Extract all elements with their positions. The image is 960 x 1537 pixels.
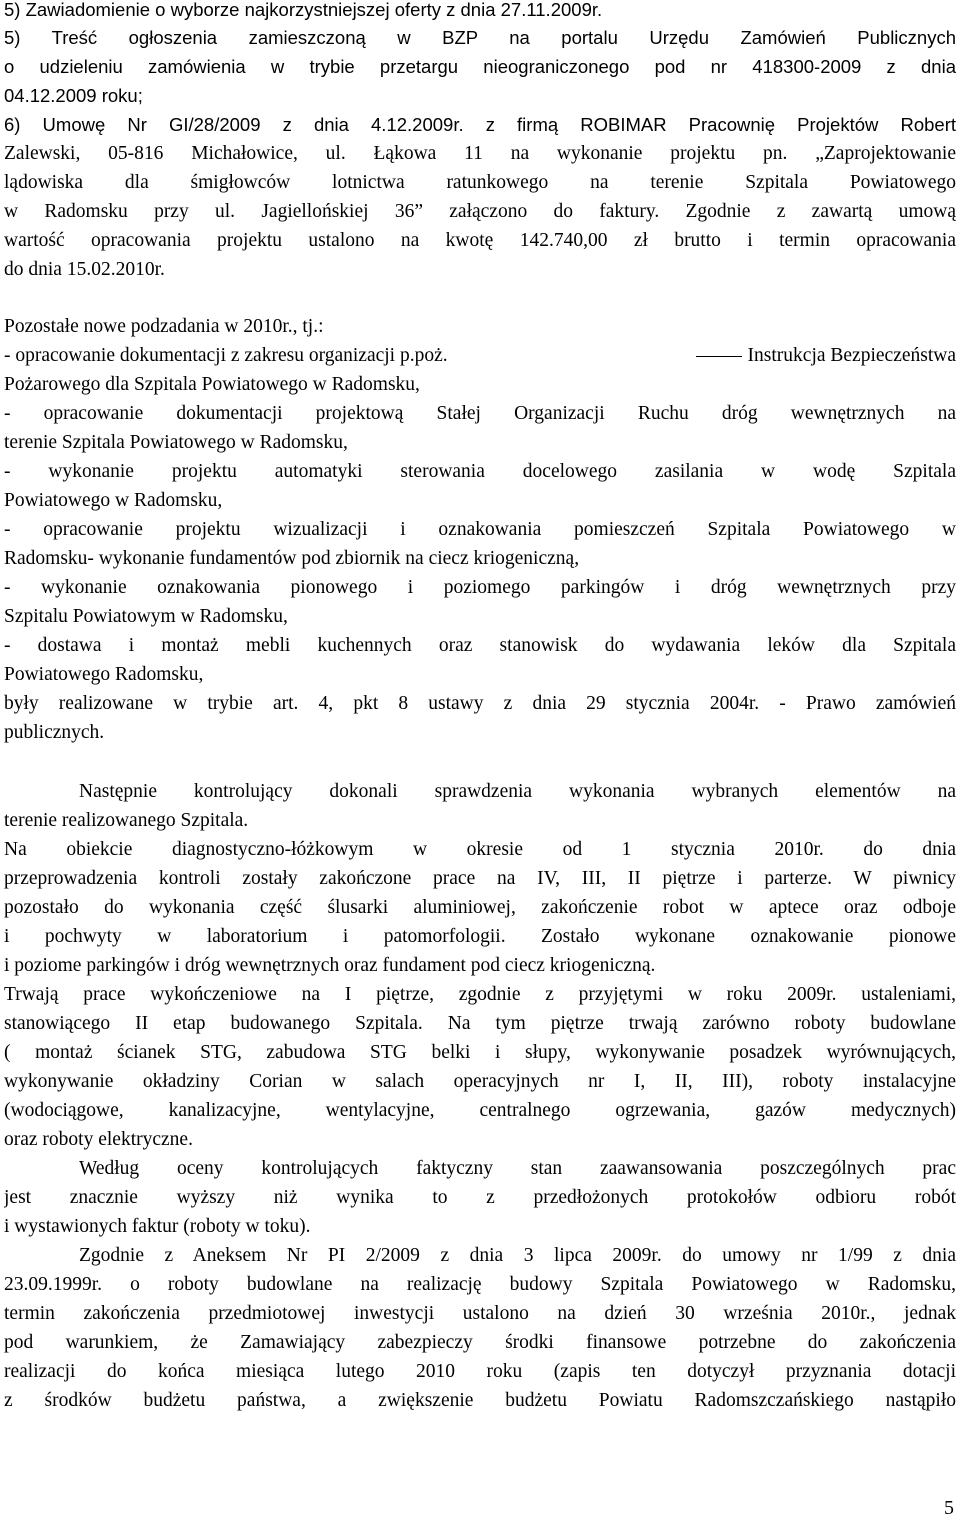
text-line: pod warunkiem, że Zamawiający zabezpieczy środki finansowe potrzebne do zakończenia (4, 1332, 956, 1353)
text-line: (wodociągowe, kanalizacyjne, wentylacyjne, centralnego ogrzewania, gazów medycznych) (4, 1100, 956, 1121)
text-line: były realizowane w trybie art. 4, pkt 8 ustawy z dnia 29 stycznia 2004r. - Prawo zamówień (4, 693, 956, 714)
text-line: terenie Szpitala Powiatowego w Radomsku, (4, 432, 348, 453)
text-line: termin zakończenia przedmiotowej inwestycji ustalono na dzień 30 września 2010r., jednak (4, 1303, 956, 1324)
text-line: Według oceny kontrolujących faktyczny stan zaawansowania poszczególnych prac (79, 1158, 956, 1179)
text-line: Na obiekcie diagnostyczno-łóżkowym w okresie od 1 stycznia 2010r. do dnia (4, 839, 956, 860)
text-line: z środków budżetu państwa, a zwiększenie budżetu Powiatu Radomszczańskiego nastąpiło (4, 1390, 956, 1411)
text-line: ( montaż ścianek STG, zabudowa STG belki i słupy, wykonywanie posadzek wyrównujących, (4, 1042, 956, 1063)
text-line-with-dash (4, 342, 956, 370)
text-line: przeprowadzenia kontroli zostały zakończone prace na IV, III, II piętrze i parterze. W piwnicy (4, 868, 956, 889)
dash-separator (696, 356, 742, 357)
text-line: Zgodnie z Aneksem Nr PI 2/2009 z dnia 3 lipca 2009r. do umowy nr 1/99 z dnia (79, 1245, 956, 1266)
text-line: 04.12.2009 roku; (4, 85, 143, 106)
text-line: Zalewski, 05-816 Michałowice, ul. Łąkowa 11 na wykonanie projektu pn. „Zaprojektowanie (4, 143, 956, 164)
text-fragment: - opracowanie dokumentacji z zakresu organizacji p.poż. (4, 345, 448, 366)
text-line: terenie realizowanego Szpitala. (4, 810, 249, 831)
text-line: 5) Treść ogłoszenia zamieszczoną w BZP na portalu Urzędu Zamówień Publicznych (4, 27, 956, 48)
text-line: Pożarowego dla Szpitala Powiatowego w Radomsku, (4, 374, 420, 395)
page-number: 5 (944, 1497, 954, 1519)
text-line: 6) Umowę Nr GI/28/2009 z dnia 4.12.2009r. z firmą ROBIMAR Pracownię Projektów Robert (4, 114, 956, 135)
text-line: Powiatowego Radomsku, (4, 664, 204, 685)
text-line: - dostawa i montaż mebli kuchennych oraz stanowisk do wydawania leków dla Szpitala (4, 635, 956, 656)
text-line: o udzieleniu zamówienia w trybie przetargu nieograniczonego pod nr 418300-2009 z dnia (4, 56, 956, 77)
text-line: - wykonanie projektu automatyki sterowania docelowego zasilania w wodę Szpitala (4, 461, 956, 482)
text-fragment (688, 342, 956, 370)
text-line: - wykonanie oznakowania pionowego i poziomego parkingów i dróg wewnętrznych przy (4, 577, 956, 598)
text-line: wykonywanie okładziny Corian w salach operacyjnych nr I, II, III), roboty instalacyjne (4, 1071, 956, 1092)
text-line: - opracowanie projektu wizualizacji i oznakowania pomieszczeń Szpitala Powiatowego w (4, 519, 956, 540)
text-line: w Radomsku przy ul. Jagiellońskiej 36” załączono do faktury. Zgodnie z zawartą umową (4, 201, 956, 222)
text-line: Powiatowego w Radomsku, (4, 490, 223, 511)
text-line: Następnie kontrolujący dokonali sprawdzenia wykonania wybranych elementów na (79, 781, 956, 802)
text-line: pozostało do wykonania część ślusarki aluminiowej, zakończenie robot w aptece oraz odboje (4, 897, 956, 918)
text-line: stanowiącego II etap budowanego Szpitala. Na tym piętrze trwają zarówno roboty budowlane (4, 1013, 956, 1034)
text-line: Radomsku- wykonanie fundamentów pod zbiornik na ciecz kriogeniczną, (4, 548, 580, 569)
text-line: oraz roboty elektryczne. (4, 1129, 193, 1150)
text-line: i wystawionych faktur (roboty w toku). (4, 1216, 311, 1237)
text-line: Pozostałe nowe podzadania w 2010r., tj.: (4, 316, 324, 337)
text-line: Trwają prace wykończeniowe na I piętrze, zgodnie z przyjętymi w roku 2009r. ustaleniami, (4, 984, 956, 1005)
text-line: wartość opracowania projektu ustalono na kwotę 142.740,00 zł brutto i termin opracowania (4, 230, 956, 251)
text-line: 23.09.1999r. o roboty budowlane na realizację budowy Szpitala Powiatowego w Radomsku, (4, 1274, 956, 1295)
text-line: do dnia 15.02.2010r. (4, 259, 165, 280)
text-line: publicznych. (4, 722, 105, 743)
text-line: i poziome parkingów i dróg wewnętrznych oraz fundament pod ciecz kriogeniczną. (4, 955, 656, 976)
text-line: Szpitalu Powiatowym w Radomsku, (4, 606, 288, 627)
text-line: 5) Zawiadomienie o wyborze najkorzystniejszej oferty z dnia 27.11.2009r. (4, 0, 603, 20)
text-line: jest znacznie wyższy niż wynika to z przedłożonych protokołów odbioru robót (4, 1187, 956, 1208)
text-line: - opracowanie dokumentacji projektową Stałej Organizacji Ruchu dróg wewnętrznych na (4, 403, 956, 424)
text-line: i pochwyty w laboratorium i patomorfologii. Zostało wykonane oznakowanie pionowe (4, 926, 956, 947)
text-line: realizacji do końca miesiąca lutego 2010 roku (zapis ten dotyczył przyznania dotacji (4, 1361, 956, 1382)
text-line: lądowiska dla śmigłowców lotnictwa ratunkowego na terenie Szpitala Powiatowego (4, 172, 956, 193)
text-fragment: Instrukcja Bezpieczeństwa (747, 345, 956, 366)
